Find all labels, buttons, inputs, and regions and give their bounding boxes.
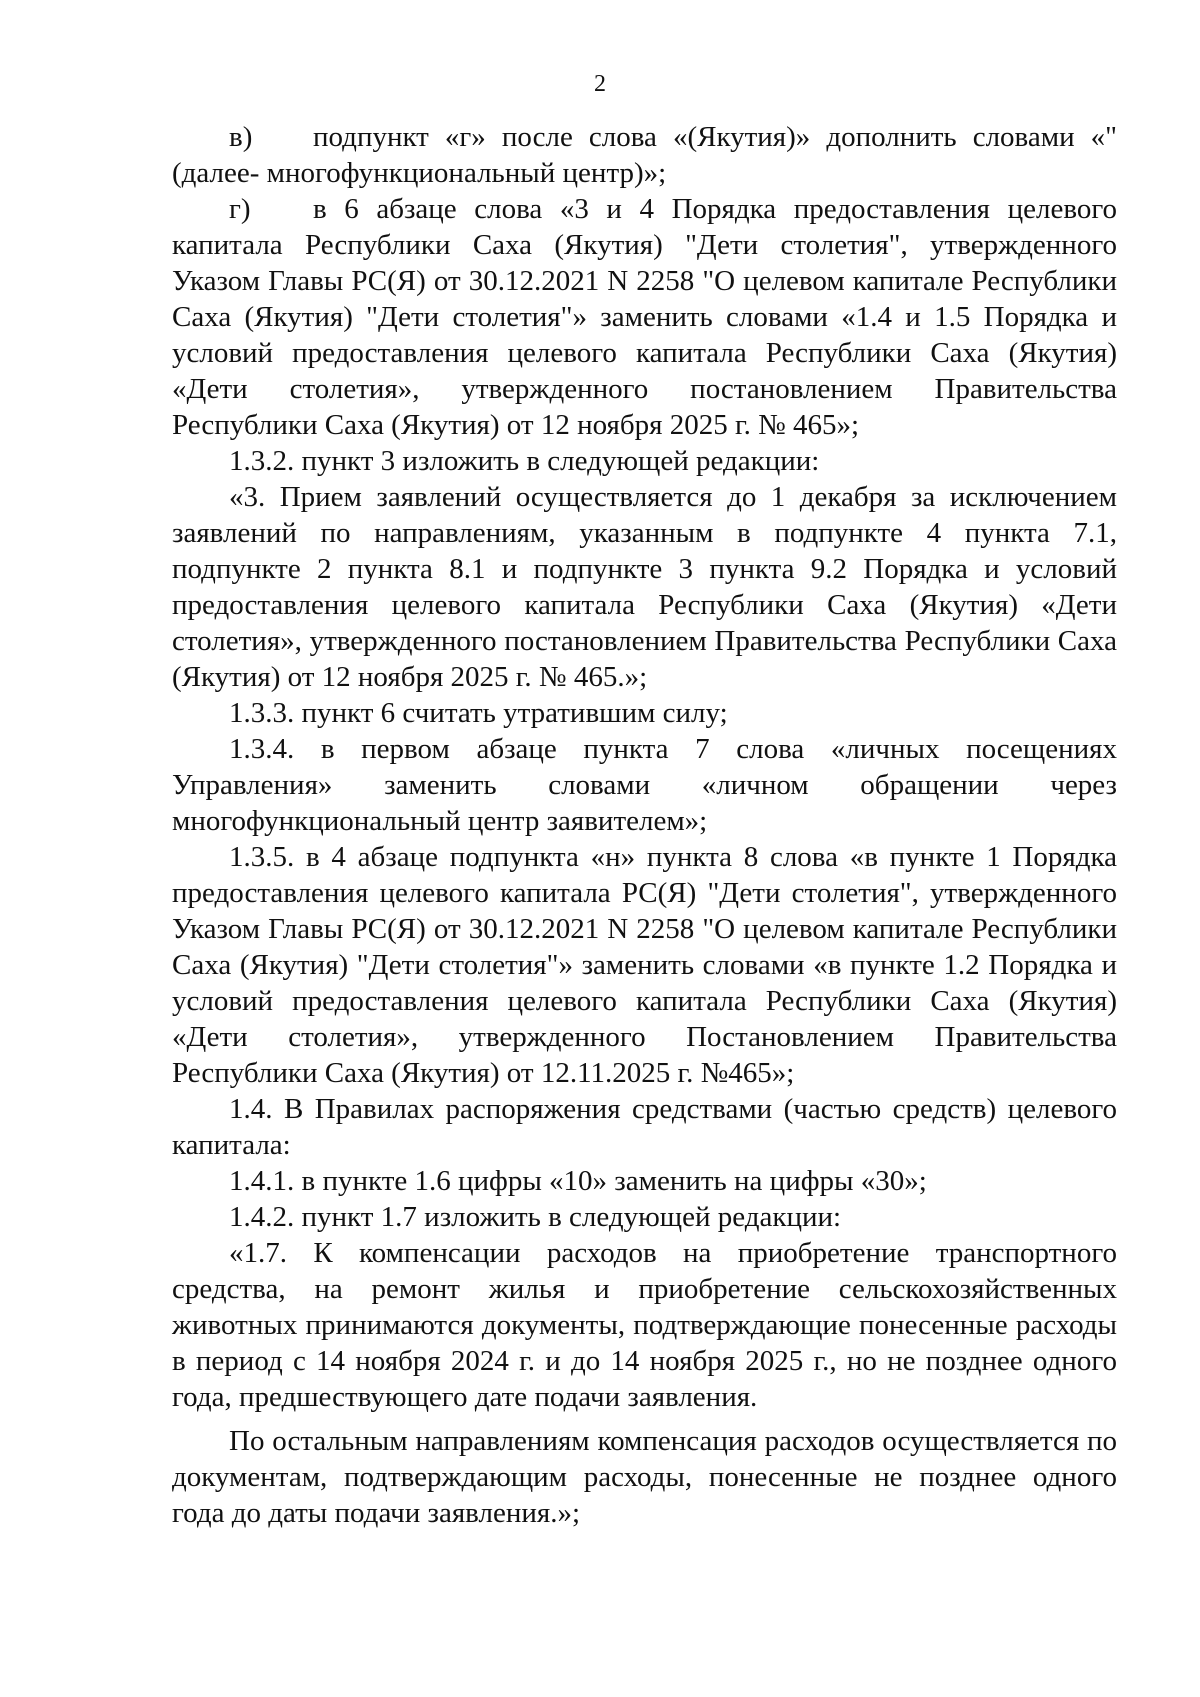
paragraph-text: в 6 абзаце слова «3 и 4 Порядка предоставления целевого капитала Республики Саха (Якутия) "Дети столетия", утвержденного Указом Главы РС(Я) от 30.12.2021 N 2258 "О целевом капитале Республики Саха (Якутия) "Дети столетия"» заменить словами «1.4 и 1.5 Порядка и условий предоставления целевого капитала Республики Саха (Якутия) «Дети столетия», утвержденного постановлением Правительства Республики Саха (Якутия) от 12 ноября 2025 г. № 465»;	[172, 193, 1117, 441]
paragraph-1-3-2: 1.3.2. пункт 3 изложить в следующей редакции:	[229, 445, 820, 477]
paragraph-1-4-2: 1.4.2. пункт 1.7 изложить в следующей редакции:	[229, 1201, 842, 1233]
paragraph-quote-1-7: «1.7. К компенсации расходов на приобретение транспортного средства, на ремонт жилья и приобретение сельскохозяйственных животных принимаются документы, подтверждающие понесенные расходы в период с 14 ноября 2024 г. и до 14 ноября 2025 г., но не позднее одного года, предшествующего дате подачи заявления.	[172, 1237, 1117, 1413]
paragraph-1-3-5: 1.3.5. в 4 абзаце подпункта «н» пункта 8 слова «в пункте 1 Порядка предоставления целевого капитала РС(Я) "Дети столетия", утвержденного Указом Главы РС(Я) от 30.12.2021 N 2258 "О целевом капитале Республики Саха (Якутия) "Дети столетия"» заменить словами «в пункте 1.2 Порядка и условий предоставления целевого капитала Республики Саха (Якутия) «Дети столетия», утвержденного Постановлением Правительства Республики Саха (Якутия) от 12.11.2025 г. №465»;	[172, 841, 1117, 1089]
paragraph-item-v	[172, 119, 1117, 191]
paragraph-1-3-3: 1.3.3. пункт 6 считать утратившим силу;	[229, 697, 728, 729]
paragraph-quote-3: «3. Прием заявлений осуществляется до 1 декабря за исключением заявлений по направлениям, указанным в подпункте 4 пункта 7.1, подпункте 2 пункта 8.1 и подпункте 3 пункта 9.2 Порядка и условий предоставления целевого капитала Республики Саха (Якутия) «Дети столетия», утвержденного постановлением Правительства Республики Саха (Якутия) от 12 ноября 2025 г. № 465.»;	[172, 481, 1117, 693]
list-marker: г)	[229, 193, 251, 225]
paragraph-item-g	[172, 191, 1117, 443]
document-body	[172, 119, 1117, 1531]
paragraph-text: подпункт «г» после слова «(Якутия)» дополнить словами «" (далее- многофункциональный центр)»;	[172, 121, 1117, 189]
page-number: 2	[594, 71, 606, 97]
paragraph-1-3-4: 1.3.4. в первом абзаце пункта 7 слова «личных посещениях Управления» заменить словами «личном обращении через многофункциональный центр заявителем»;	[172, 733, 1117, 837]
paragraph-1-4-1: 1.4.1. в пункте 1.6 цифры «10» заменить на цифры «30»;	[229, 1165, 927, 1197]
list-marker: в)	[229, 121, 253, 153]
paragraph-1-4: 1.4. В Правилах распоряжения средствами (частью средств) целевого капитала:	[172, 1093, 1117, 1161]
paragraph-other-directions: По остальным направлениям компенсация расходов осуществляется по документам, подтверждающим расходы, понесенные не позднее одного года до даты подачи заявления.»;	[172, 1425, 1117, 1529]
